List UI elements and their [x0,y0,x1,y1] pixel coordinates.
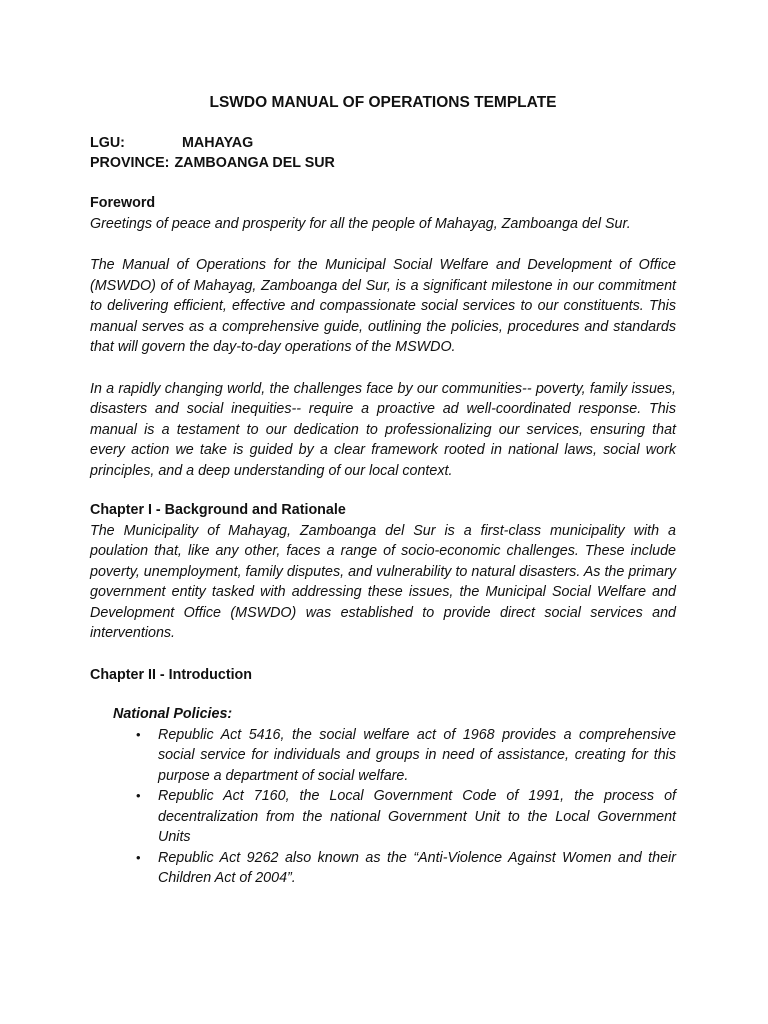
document-title: LSWDO MANUAL OF OPERATIONS TEMPLATE [209,94,557,111]
list-item [136,725,676,787]
policy-text: Republic Act 5416, the social welfare act of 1968 provides a comprehensive social service for individuals and groups in need of assistance, creating for this purpose a department of social welfare. [158,726,676,784]
national-policies-heading: National Policies: [113,706,233,722]
province-row [90,153,676,173]
chapter2-heading: Chapter II - Introduction [90,666,253,683]
list-item [136,786,676,848]
bullet-icon: • [136,788,141,803]
foreword-paragraph-1: The Manual of Operations for the Municipal Social Welfare and Development of Office (MSWDO) of of Mahayag, Zamboanga del Sur, is a significant milestone in our commitment to delivering efficient, effective and compassionate social services to our constituents. This manual serves as a comprehensive guide, outlining the policies, procedures and standards that will govern the day-to-day operations of the MSWDO. [90,257,676,355]
lgu-label: LGU: [90,135,125,151]
chapter1-paragraph: The Municipality of Mahayag, Zamboanga del Sur is a first-class municipality with a poulation that, like any other, faces a range of socio-economic challenges. These include poverty, unemployment, family disputes, and vulnerability to natural disasters. As the primary government entity tasked with addressing these issues, the Municipal Social Welfare and Development Office (MSWDO) was established to provide direct social services and interventions. [90,522,676,641]
lgu-row [90,133,676,153]
chapter1-heading: Chapter I - Background and Rationale [90,502,346,518]
policies-list [90,725,676,889]
foreword-heading: Foreword [90,195,156,211]
lgu-value: MAHAYAG [182,135,254,151]
document-page [90,92,676,889]
bullet-icon: • [136,849,141,865]
foreword-greeting: Greetings of peace and prosperity for all the people of Mahayag, Zamboanga del Sur. [90,215,631,232]
province-value: ZAMBOANGA DEL SUR [174,155,335,171]
policy-text: Republic Act 9262 also known as the “Anti-Violence Against Women and their Children Act of 2004”. [158,849,676,886]
list-item [136,848,676,889]
bullet-icon: • [136,726,141,742]
province-label: PROVINCE: [90,155,170,171]
policy-text: Republic Act 7160, the Local Government Code of 1991, the process of decentralization from the national Government Unit to the Local Government Units [158,788,676,845]
foreword-paragraph-2: In a rapidly changing world, the challenges face by our communities-- poverty, family issues, disasters and social inequities-- require a proactive ad well-coordinated response. This manual is a testament to our dedication to professionalizing our services, ensuring that every action we take is guided by a clear framework rooted in national laws, social work principles, and a deep understanding of our local context. [90,380,676,479]
